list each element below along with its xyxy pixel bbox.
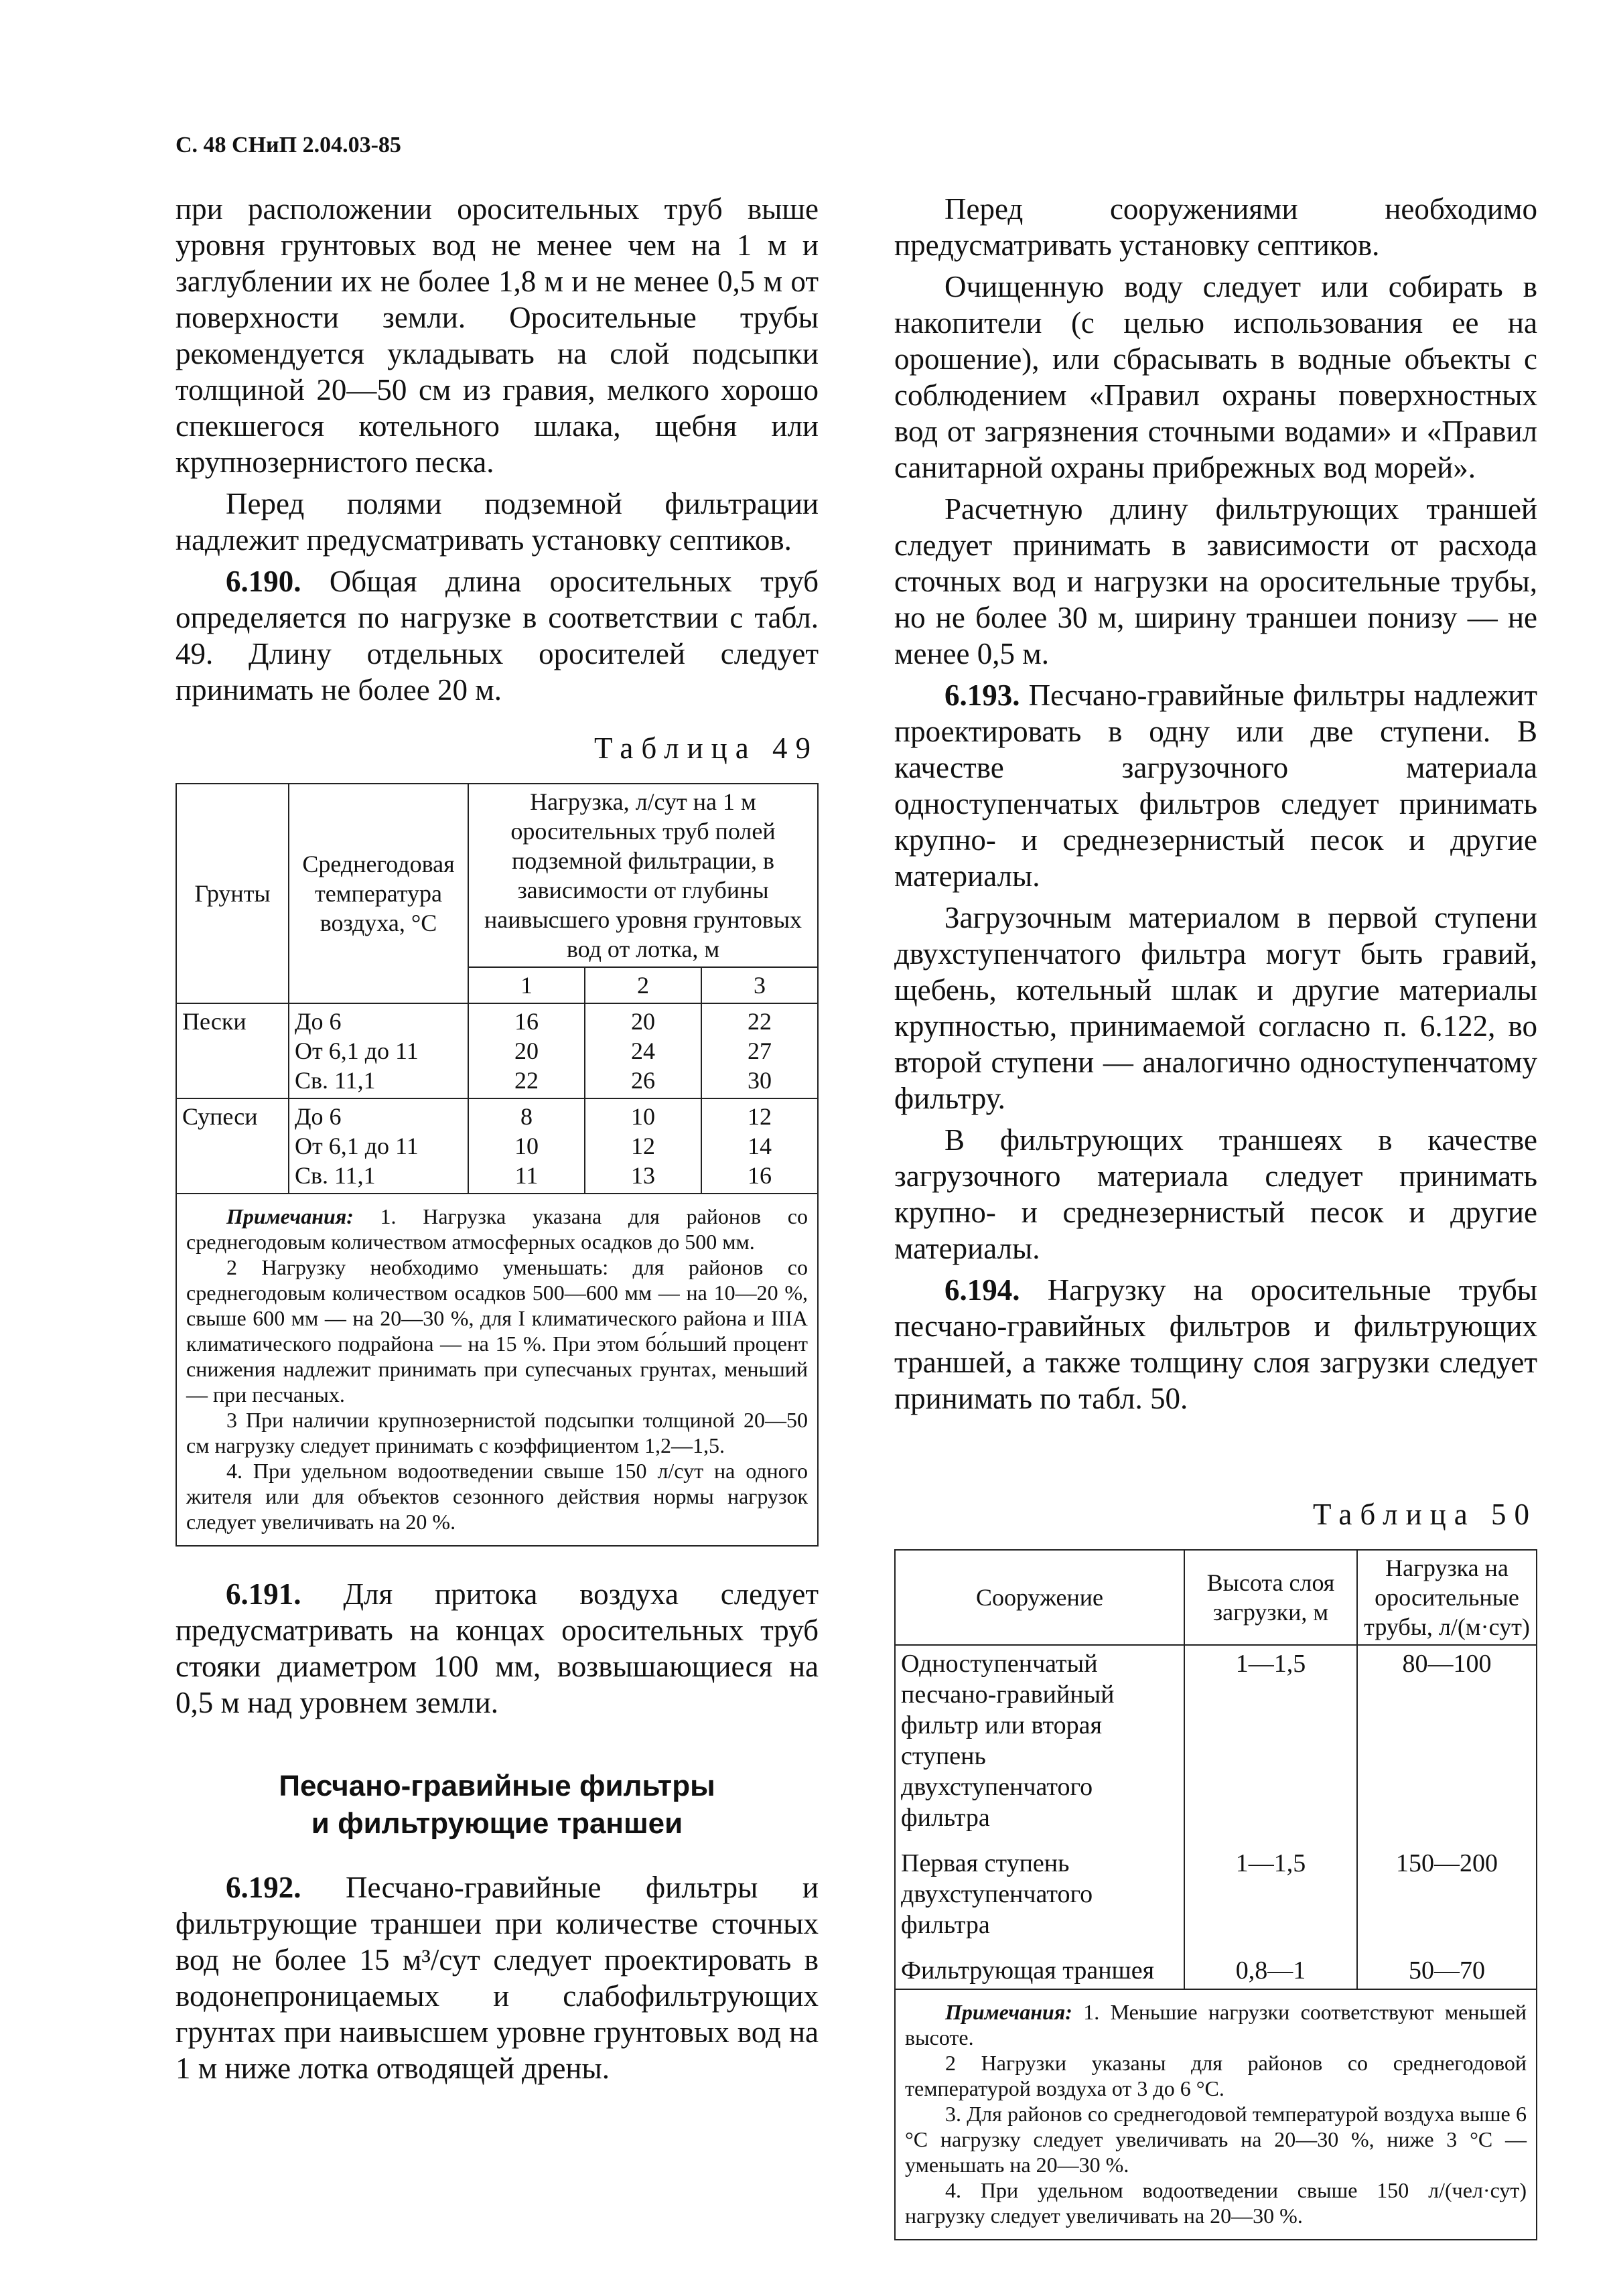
note: 3 При наличии крупнозернистой подсыпки толщиной 20—50 см нагрузку следует принимать с коэффициентом 1,2—1,5. xyxy=(186,1408,808,1457)
left-column xyxy=(176,191,819,2092)
table-cell: Первая ступень двухступенчатого фильтра xyxy=(895,1836,1184,1943)
clause-number: 6.190. xyxy=(226,565,301,598)
table-row xyxy=(895,1645,1537,1836)
note: 4. При удельном водоотведении свыше 150 л/(чел·сут) нагрузку следует увеличивать на 20—30 %. xyxy=(905,2178,1527,2228)
table-49-notes xyxy=(176,1194,819,1547)
note: 2 Нагрузку необходимо уменьшать: для районов со среднегодовым количеством осадков 500—600 мм — на 10—20 %, свыше 600 мм — на 20—30 %, для I климатического района и IIIА климатического подрайона — на 15 %. При этом бо́льший процент снижения надлежит принимать при супесчаных грунтах, меньший — при песчаных. xyxy=(186,1255,808,1407)
table-cell: До 6 От 6,1 до 11 Св. 11,1 xyxy=(289,1003,468,1098)
paragraph-6-190 xyxy=(176,563,819,708)
table-cell: 16 20 22 xyxy=(468,1003,585,1098)
table-cell: 1—1,5 xyxy=(1184,1645,1357,1836)
paragraph: Перед полями подземной фильтрации надлежит предусматривать установку септиков. xyxy=(176,487,819,557)
table-50 xyxy=(894,1549,1537,1990)
table-cell: 80—100 xyxy=(1357,1645,1537,1836)
paragraph: Очищенную воду следует или собирать в накопители (с целью использования ее на орошение), или сбрасывать в водные объекты с соблюдением «Правил охраны поверхностных вод от загрязнения сточными водами» и «Правил санитарной охраны прибрежных вод морей». xyxy=(894,270,1537,484)
right-column xyxy=(894,191,1537,2240)
table-cell: 50—70 xyxy=(1357,1943,1537,1989)
column-subheader: 3 xyxy=(701,967,818,1003)
paragraph: при расположении оросительных труб выше уровня грунтовых вод не менее чем на 1 м и заглублении их не более 1,8 м и не менее 0,5 м от поверхности земли. Оросительные трубы рекомендуется укладывать на слой подсыпки толщиной 20—50 см из гравия, мелкого хорошо спекшегося котельного шлака, щебня или крупнозернистого песка. xyxy=(176,192,819,479)
table-cell: Пески xyxy=(176,1003,289,1098)
table-cell: Супеси xyxy=(176,1098,289,1194)
table-50-caption: Таблица 50 xyxy=(1313,1498,1537,1531)
section-title: Песчано-гравийные фильтры и фильтрующие траншеи xyxy=(279,1770,715,1840)
paragraph-6-192: 6.192. Песчано-гравийные фильтры и фильтрующие траншеи при количестве сточных вод не более 15 м³/сут следует проектировать в водонепроницаемых и слабофильтрующих грунтах при наивысшем уровне грунтовых вод на 1 м ниже лотка отводящей дрены. xyxy=(176,1871,819,2085)
table-49-caption: Таблица 49 xyxy=(594,731,819,765)
table-cell: 8 10 11 xyxy=(468,1098,585,1194)
paragraph-6-191: 6.191. Для притока воздуха следует предусматривать на концах оросительных труб стояки диаметром 100 мм, возвышающиеся на 0,5 м над уровнем земли. xyxy=(176,1577,819,1719)
table-row xyxy=(895,1836,1537,1943)
table-row xyxy=(176,1098,818,1194)
paragraph: В фильтрующих траншеях в качестве загрузочного материала следует принимать крупно- и среднезернистый песок и другие материалы. xyxy=(894,1123,1537,1265)
column-subheader: 1 xyxy=(468,967,585,1003)
table-cell: 1—1,5 xyxy=(1184,1836,1357,1943)
column-header: Сооружение xyxy=(895,1550,1184,1645)
table-cell: 150—200 xyxy=(1357,1836,1537,1943)
table-cell: 20 24 26 xyxy=(585,1003,701,1098)
table-cell: До 6 От 6,1 до 11 Св. 11,1 xyxy=(289,1098,468,1194)
paragraph-6-193: 6.193. Песчано-гравийные фильтры надлежит проектировать в одну или две ступени. В качестве загрузочного материала одноступенчатых фильтров следует принимать крупно- и среднезернистый песок и другие материалы. xyxy=(894,678,1537,893)
table-row xyxy=(176,1003,818,1098)
table-row xyxy=(895,1943,1537,1989)
column-header: Нагрузка на оросительные трубы, л/(м·сут) xyxy=(1357,1550,1537,1645)
column-header: Нагрузка, л/сут на 1 м оросительных труб полей подземной фильтрации, в зависимости от глубины наивысшего уровня грунтовых вод от лотка, м xyxy=(468,784,818,967)
table-cell: 0,8—1 xyxy=(1184,1943,1357,1989)
note: 2 Нагрузки указаны для районов со среднегодовой температурой воздуха от 3 до 6 °С. xyxy=(905,2051,1527,2100)
page-header: С. 48 СНиП 2.04.03-85 xyxy=(176,133,401,157)
paragraph: Расчетную длину фильтрующих траншей следует принимать в зависимости от расхода сточных вод и нагрузки на оросительные трубы, но не более 30 м, ширину траншеи понизу — не менее 0,5 м. xyxy=(894,492,1537,670)
column-header: Высота слоя загрузки, м xyxy=(1184,1550,1357,1645)
table-50-notes xyxy=(894,1990,1537,2240)
paragraph: Загрузочным материалом в первой ступени двухступенчатого фильтра могут быть гравий, щебень, котельный шлак и другие материалы крупностью, принимаемой согласно п. 6.122, во второй ступени — аналогично одноступенчатому фильтру. xyxy=(894,901,1537,1115)
column-subheader: 2 xyxy=(585,967,701,1003)
paragraph: Перед сооружениями необходимо предусматривать установку септиков. xyxy=(894,192,1537,262)
clause-text: Общая длина оросительных труб определяется по нагрузке в соответствии с табл. 49. Длину отдельных оросителей следует принимать не более 20 м. xyxy=(176,565,819,707)
table-cell: 10 12 13 xyxy=(585,1098,701,1194)
table-49 xyxy=(176,783,819,1194)
table-cell: 22 27 30 xyxy=(701,1003,818,1098)
note: 4. При удельном водоотведении свыше 150 л/сут на одного жителя или для объектов сезонного действия нормы нагрузок следует увеличивать на 20 %. xyxy=(186,1459,808,1534)
table-cell: Одноступенчатый песчано-гравийный фильтр или вторая ступень двухступенчатого фильтра xyxy=(895,1645,1184,1836)
note: 3. Для районов со среднегодовой температурой воздуха выше 6 °С нагрузку следует увеличивать на 20—30 %, ниже 3 °С — уменьшать на 20—30 %. xyxy=(905,2102,1527,2177)
note: Примечания: 1. Нагрузка указана для районов со среднегодовым количеством атмосферных осадков до 500 мм. xyxy=(186,1204,808,1254)
column-header: Грунты xyxy=(176,784,289,1003)
paragraph-6-194: 6.194. Нагрузку на оросительные трубы песчано-гравийных фильтров и фильтрующих траншей, а также толщину слоя загрузки следует принимать по табл. 50. xyxy=(894,1273,1537,1415)
note: Примечания: 1. Меньшие нагрузки соответствуют меньшей высоте. xyxy=(905,2000,1527,2050)
table-cell: Фильтрующая траншея xyxy=(895,1943,1184,1989)
table-cell: 12 14 16 xyxy=(701,1098,818,1194)
column-header: Среднегодовая температура воздуха, °С xyxy=(289,784,468,1003)
